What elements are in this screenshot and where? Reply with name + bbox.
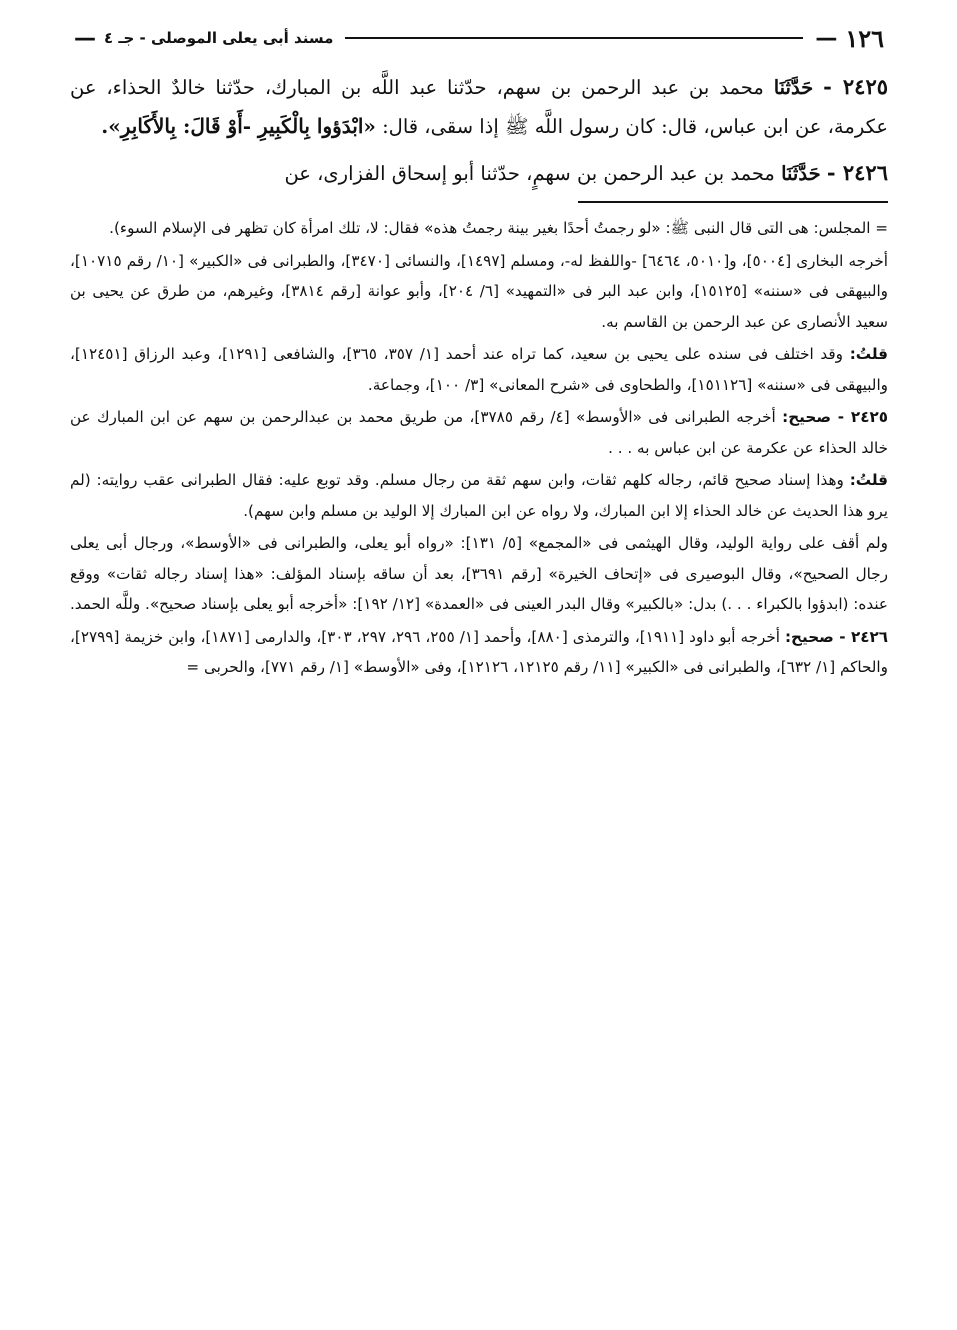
page-number: ١٢٦ (845, 23, 884, 53)
main-text (70, 68, 888, 193)
hadith-number: ٢٤٢٥ - (823, 74, 889, 99)
footnote-text: وهذا إسناد صحيح قائم، رجاله كلهم ثقات، وابن سهم ثقة من رجال مسلم. وقد توبع عليه: فقال الطبرانى عقب روايته: (لم يرو هذا الحديث عن خالد الحذاء إلا ابن المبارك، ولا رواه عن ابن المبارك إلا الوليد بن مسلم وابن سهم). (70, 471, 888, 520)
footnote-paragraph (70, 339, 888, 400)
qultu-lead: قلتُ: (849, 345, 888, 363)
hadith-2426 (70, 154, 888, 193)
haddathana: حَدَّثَنَا (781, 162, 821, 185)
hadith-number: ٢٤٢٦ - (826, 160, 888, 185)
header-dash-end: — (74, 25, 96, 51)
footnote-text: أخرجه أبو داود [١٩١١]، والترمذى [٨٨٠]، وأحمد [١/ ٢٥٥، ٢٩٦، ٢٩٧، ٣٠٣]، والدارمى [١٨٧١]، وابن خزيمة [٢٧٩٩]، والحاكم [١/ ٦٣٢]، والطبرانى فى «الكبير» [١١/ رقم ١٢١٢٥، ١٢١٢٦]، وفى «الأوسط» [١/ رقم ٧٧١]، والحربى = (70, 627, 888, 676)
page (70, 20, 888, 685)
footnote-paragraph (70, 402, 888, 463)
footnote-text: وقد اختلف فى سنده على يحيى بن سعيد، كما تراه عند أحمد [١/ ٣٥٧، ٣٦٥]، والشافعى [١٢٩١]، وعبد الرزاق [١٢٤٥١]، والبيهقى فى «سننه» [١٥١١٢٦]، والطحاوى فى «شرح المعانى» [٣/ ١٠٠]، وجماعة. (70, 345, 888, 394)
isnad-text: محمد بن عبد الرحمن بن سهمٍ، حدّثنا أبو إسحاق الفزارى، عن (284, 162, 775, 185)
hadith-2425 (70, 68, 888, 146)
running-header (70, 20, 888, 56)
header-rule (345, 37, 803, 39)
footnote-separator (578, 201, 888, 203)
footnote-paragraph: = المجلس: هى التى قال النبى ﷺ: «لو رجمتُ أحدًا بغير بينة رجمتُ هذه» فقال: لا، تلك امرأة كان تظهر فى الإسلام السوء). (109, 219, 888, 237)
footnote-text: أخرجه الطبرانى فى «الأوسط» [٤/ رقم ٣٧٨٥]، من طريق محمد بن عبدالرحمن بن سهم عن ابن المبارك عن خالد الحذاء عن عكرمة عن ابن عباس به . . . (70, 408, 888, 457)
matn-text: «ابْدَؤوا بِالْكَبِيرِ -أَوْ قَالَ: بِالأَكَابِرِ». (101, 114, 376, 138)
footnotes (70, 213, 888, 683)
header-dash: — (815, 25, 838, 51)
footnote-paragraph (70, 465, 888, 526)
isnad-text: محمد بن عبد الرحمن بن سهم، حدّثنا عبد اللَّه بن المبارك، حدّثنا خالدٌ الحذاء، عن عكرمة، عن ابن عباس، قال: كان رسول اللَّه ﷺ إذا سقى، قال: (70, 76, 888, 138)
qultu-lead: قلتُ: (849, 471, 888, 489)
takhrij-lead: ٢٤٢٥ - صحيح: (782, 408, 889, 426)
takhrij-lead: ٢٤٢٦ - صحيح: (784, 627, 889, 646)
footnote-paragraph (70, 622, 888, 683)
haddathana: حَدَّثَنَا (773, 76, 814, 99)
book-title: مسند أبى يعلى الموصلى - جـ ٤ (104, 29, 334, 47)
footnote-paragraph: أخرجه البخارى [٥٠٠٤]، و[٥٠١٠، ٦٤٦٤] -واللفظ له-، ومسلم [١٤٩٧]، والنسائى [٣٤٧٠]، والطبرانى فى «الكبير» [١٠/ رقم ١٠٧١٥]، والبيهقى فى «سننه» [١٥١٢٥]، وابن عبد البر فى «التمهيد» [٦/ ٢٠٤]، وأبو عوانة [رقم ٣٨١٤]، وغيرهم، من طرق عن يحيى بن سعيد الأنصارى عن عبد الرحمن بن القاسم به. (70, 251, 889, 331)
footnote-paragraph: ولم أقف على رواية الوليد، وقال الهيثمى فى «المجمع» [٥/ ١٣١]: «رواه أبو يعلى، والطبرانى فى «الأوسط»، ورجال أبى يعلى رجال الصحيح»، وقال البوصيرى فى «إتحاف الخيرة» [رقم ٣٦٩١]، بعد أن ساقه بإسناد المؤلف: «هذا إسناد رجاله ثقات» ووقع عنده: (ابدؤوا بالكبراء . . .) بدل: «بالكبير» وقال البدر العينى فى «العمدة» [١٢/ ١٩٢]: «أخرجه أبو يعلى بإسناد صحيح». وللَّه الحمد. (69, 534, 889, 613)
